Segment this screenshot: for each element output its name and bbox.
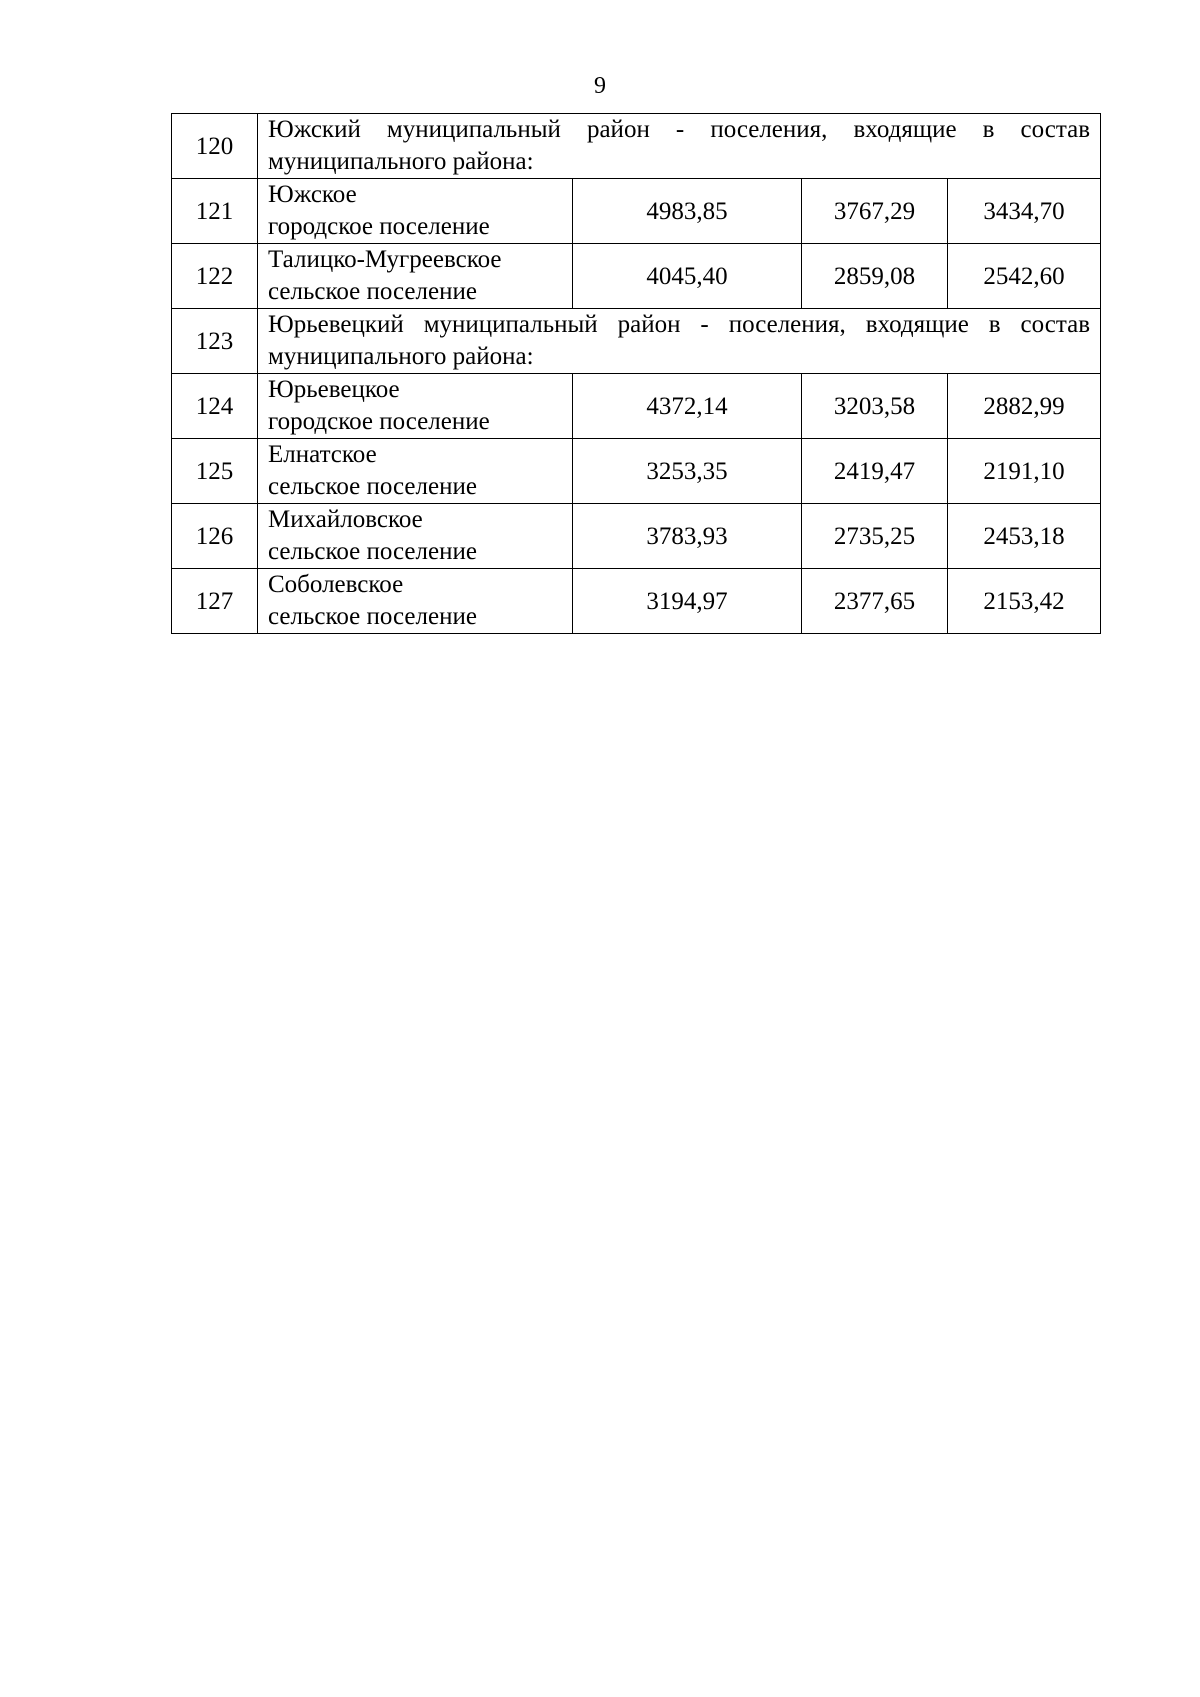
value-col3: 2882,99 xyxy=(948,374,1101,439)
group-heading: Южский муниципальный район - поселения, входящие в состав муниципального района: xyxy=(258,114,1101,179)
value-col2: 2377,65 xyxy=(802,569,948,634)
settlements-table xyxy=(171,113,1101,634)
settlement-name-line1: Южское xyxy=(268,181,357,208)
row-number: 121 xyxy=(172,179,258,244)
settlement-name xyxy=(258,569,573,634)
settlement-name-line2: сельское поселение xyxy=(268,473,477,500)
value-col1: 4983,85 xyxy=(573,179,802,244)
settlement-name-line2: городское поселение xyxy=(268,408,490,435)
table-row xyxy=(172,504,1101,569)
settlement-name xyxy=(258,244,573,309)
settlement-name-line1: Юрьевецкое xyxy=(268,376,400,403)
table-row xyxy=(172,114,1101,179)
settlement-name xyxy=(258,374,573,439)
value-col3: 2453,18 xyxy=(948,504,1101,569)
row-number: 126 xyxy=(172,504,258,569)
settlement-name-line2: сельское поселение xyxy=(268,603,477,630)
row-number: 125 xyxy=(172,439,258,504)
value-col2: 3203,58 xyxy=(802,374,948,439)
table-row xyxy=(172,179,1101,244)
settlement-name-line2: сельское поселение xyxy=(268,538,477,565)
table-row xyxy=(172,309,1101,374)
value-col2: 2859,08 xyxy=(802,244,948,309)
settlement-name-line1: Елнатское xyxy=(268,441,377,468)
group-heading: Юрьевецкий муниципальный район - поселения, входящие в состав муниципального района: xyxy=(258,309,1101,374)
table-row xyxy=(172,439,1101,504)
value-col3: 2153,42 xyxy=(948,569,1101,634)
row-number: 122 xyxy=(172,244,258,309)
settlement-name xyxy=(258,179,573,244)
table-row xyxy=(172,569,1101,634)
value-col3: 2542,60 xyxy=(948,244,1101,309)
value-col2: 2419,47 xyxy=(802,439,948,504)
value-col1: 3194,97 xyxy=(573,569,802,634)
settlement-name-line2: городское поселение xyxy=(268,213,490,240)
settlement-name-line1: Талицко-Мугреевское xyxy=(268,246,502,273)
page-number: 9 xyxy=(594,73,606,99)
settlement-name-line1: Михайловское xyxy=(268,506,423,533)
row-number: 124 xyxy=(172,374,258,439)
row-number: 120 xyxy=(172,114,258,179)
value-col1: 3783,93 xyxy=(573,504,802,569)
table-row xyxy=(172,244,1101,309)
value-col3: 2191,10 xyxy=(948,439,1101,504)
table-row xyxy=(172,374,1101,439)
settlement-name-line2: сельское поселение xyxy=(268,278,477,305)
value-col1: 3253,35 xyxy=(573,439,802,504)
row-number: 127 xyxy=(172,569,258,634)
value-col2: 2735,25 xyxy=(802,504,948,569)
value-col1: 4372,14 xyxy=(573,374,802,439)
row-number: 123 xyxy=(172,309,258,374)
settlement-name xyxy=(258,439,573,504)
settlement-name xyxy=(258,504,573,569)
value-col2: 3767,29 xyxy=(802,179,948,244)
value-col3: 3434,70 xyxy=(948,179,1101,244)
value-col1: 4045,40 xyxy=(573,244,802,309)
settlement-name-line1: Соболевское xyxy=(268,571,404,598)
